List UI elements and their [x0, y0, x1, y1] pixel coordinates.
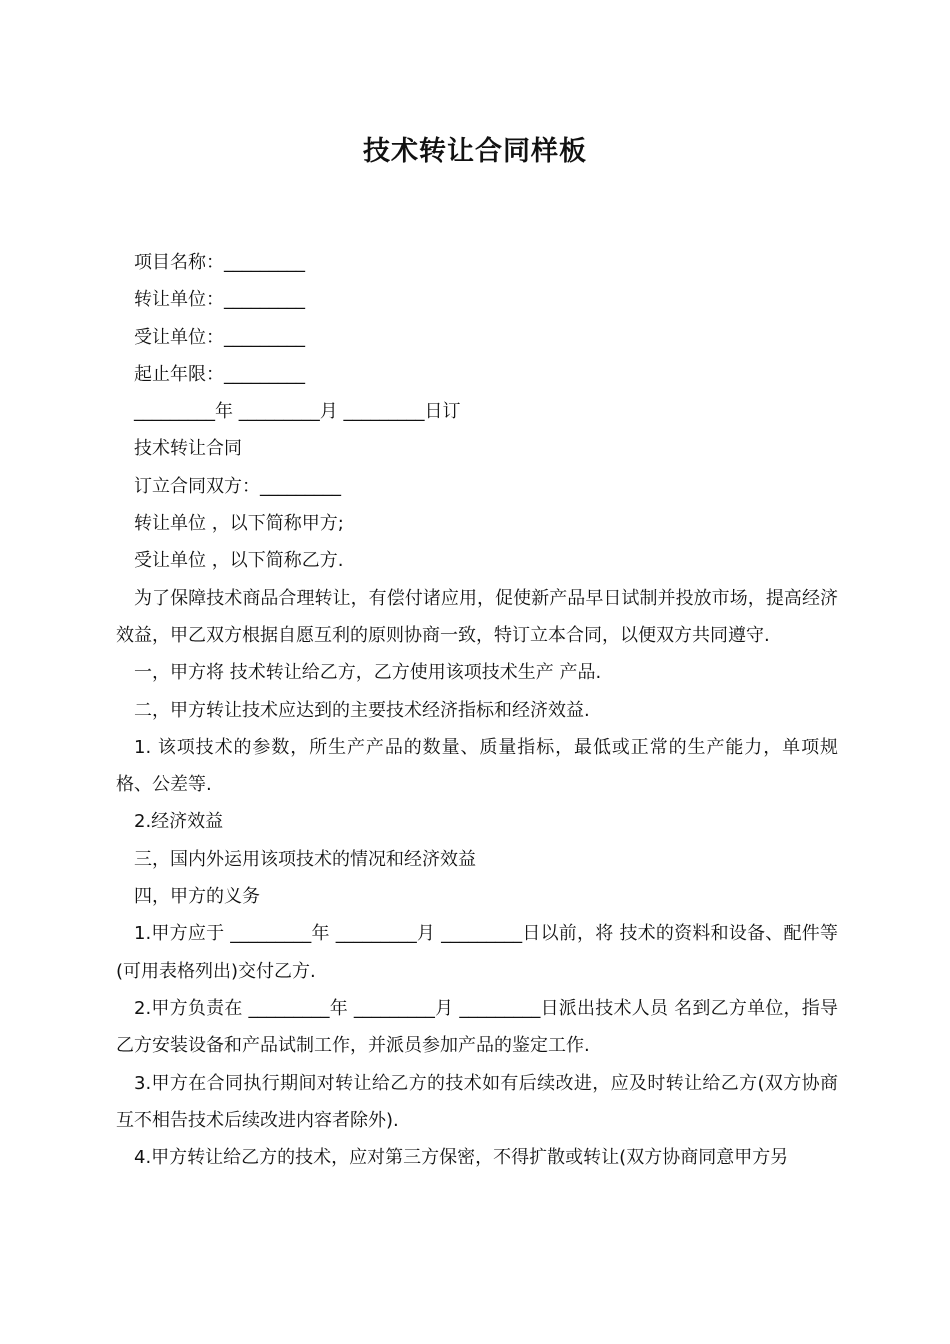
clause-4-item-3: 3.甲方在合同执行期间对转让给乙方的技术如有后续改进，应及时转让给乙方(双方协商互不相告技术后续改进内容者除外). — [116, 1072, 838, 1131]
project-name-field: 项目名称：_________ — [134, 252, 305, 273]
clause-3: 三，国内外运用该项技术的情况和经济效益 — [134, 848, 476, 870]
clause-2-item-2: 2.经济效益 — [134, 811, 224, 833]
clause-4: 四，甲方的义务 — [134, 886, 260, 908]
clause-4-item-4: 4.甲方转让给乙方的技术，应对第三方保密，不得扩散或转让(双方协商同意甲方另 — [134, 1147, 789, 1169]
party-a-definition: 转让单位 ，以下简称甲方; — [134, 513, 344, 535]
clause-1: 一，甲方将 技术转让给乙方，乙方使用该项技术生产 产品. — [134, 662, 602, 684]
term-field: 起止年限：_________ — [134, 363, 305, 385]
signing-date-line: _________年 _________月 _________日订 — [134, 401, 461, 423]
clause-4-item-1: 1.甲方应于 _________年 _________月 _________日以前，将 技术的资料和设备、配件等(可用表格列出)交付乙方. — [116, 923, 838, 982]
contract-heading: 技术转让合同 — [134, 438, 242, 460]
transferor-field: 转让单位：_________ — [134, 289, 305, 311]
document-title: 技术转让合同样板 — [363, 136, 587, 167]
clause-2-item-1: 1. 该项技术的参数，所生产产品的数量、质量指标，最低或正常的生产能力，单项规格、公差等. — [116, 736, 838, 796]
party-b-definition: 受让单位 ，以下简称乙方. — [134, 550, 344, 572]
transferee-field: 受让单位：_________ — [134, 326, 305, 348]
clause-4-item-2: 2.甲方负责在 _________年 _________月 _________日派出技术人员 名到乙方单位，指导乙方安装设备和产品试制工作，并派员参加产品的鉴定工作. — [116, 997, 838, 1057]
clause-2: 二，甲方转让技术应达到的主要技术经济指标和经济效益. — [134, 699, 590, 721]
parties-field: 订立合同双方：_________ — [134, 475, 341, 497]
preamble-paragraph: 为了保障技术商品合理转让，有偿付诸应用，促使新产品早日试制并投放市场，提高经济效益，甲乙双方根据自愿互利的原则协商一致，特订立本合同，以便双方共同遵守. — [116, 587, 838, 646]
document-body — [116, 244, 838, 1176]
